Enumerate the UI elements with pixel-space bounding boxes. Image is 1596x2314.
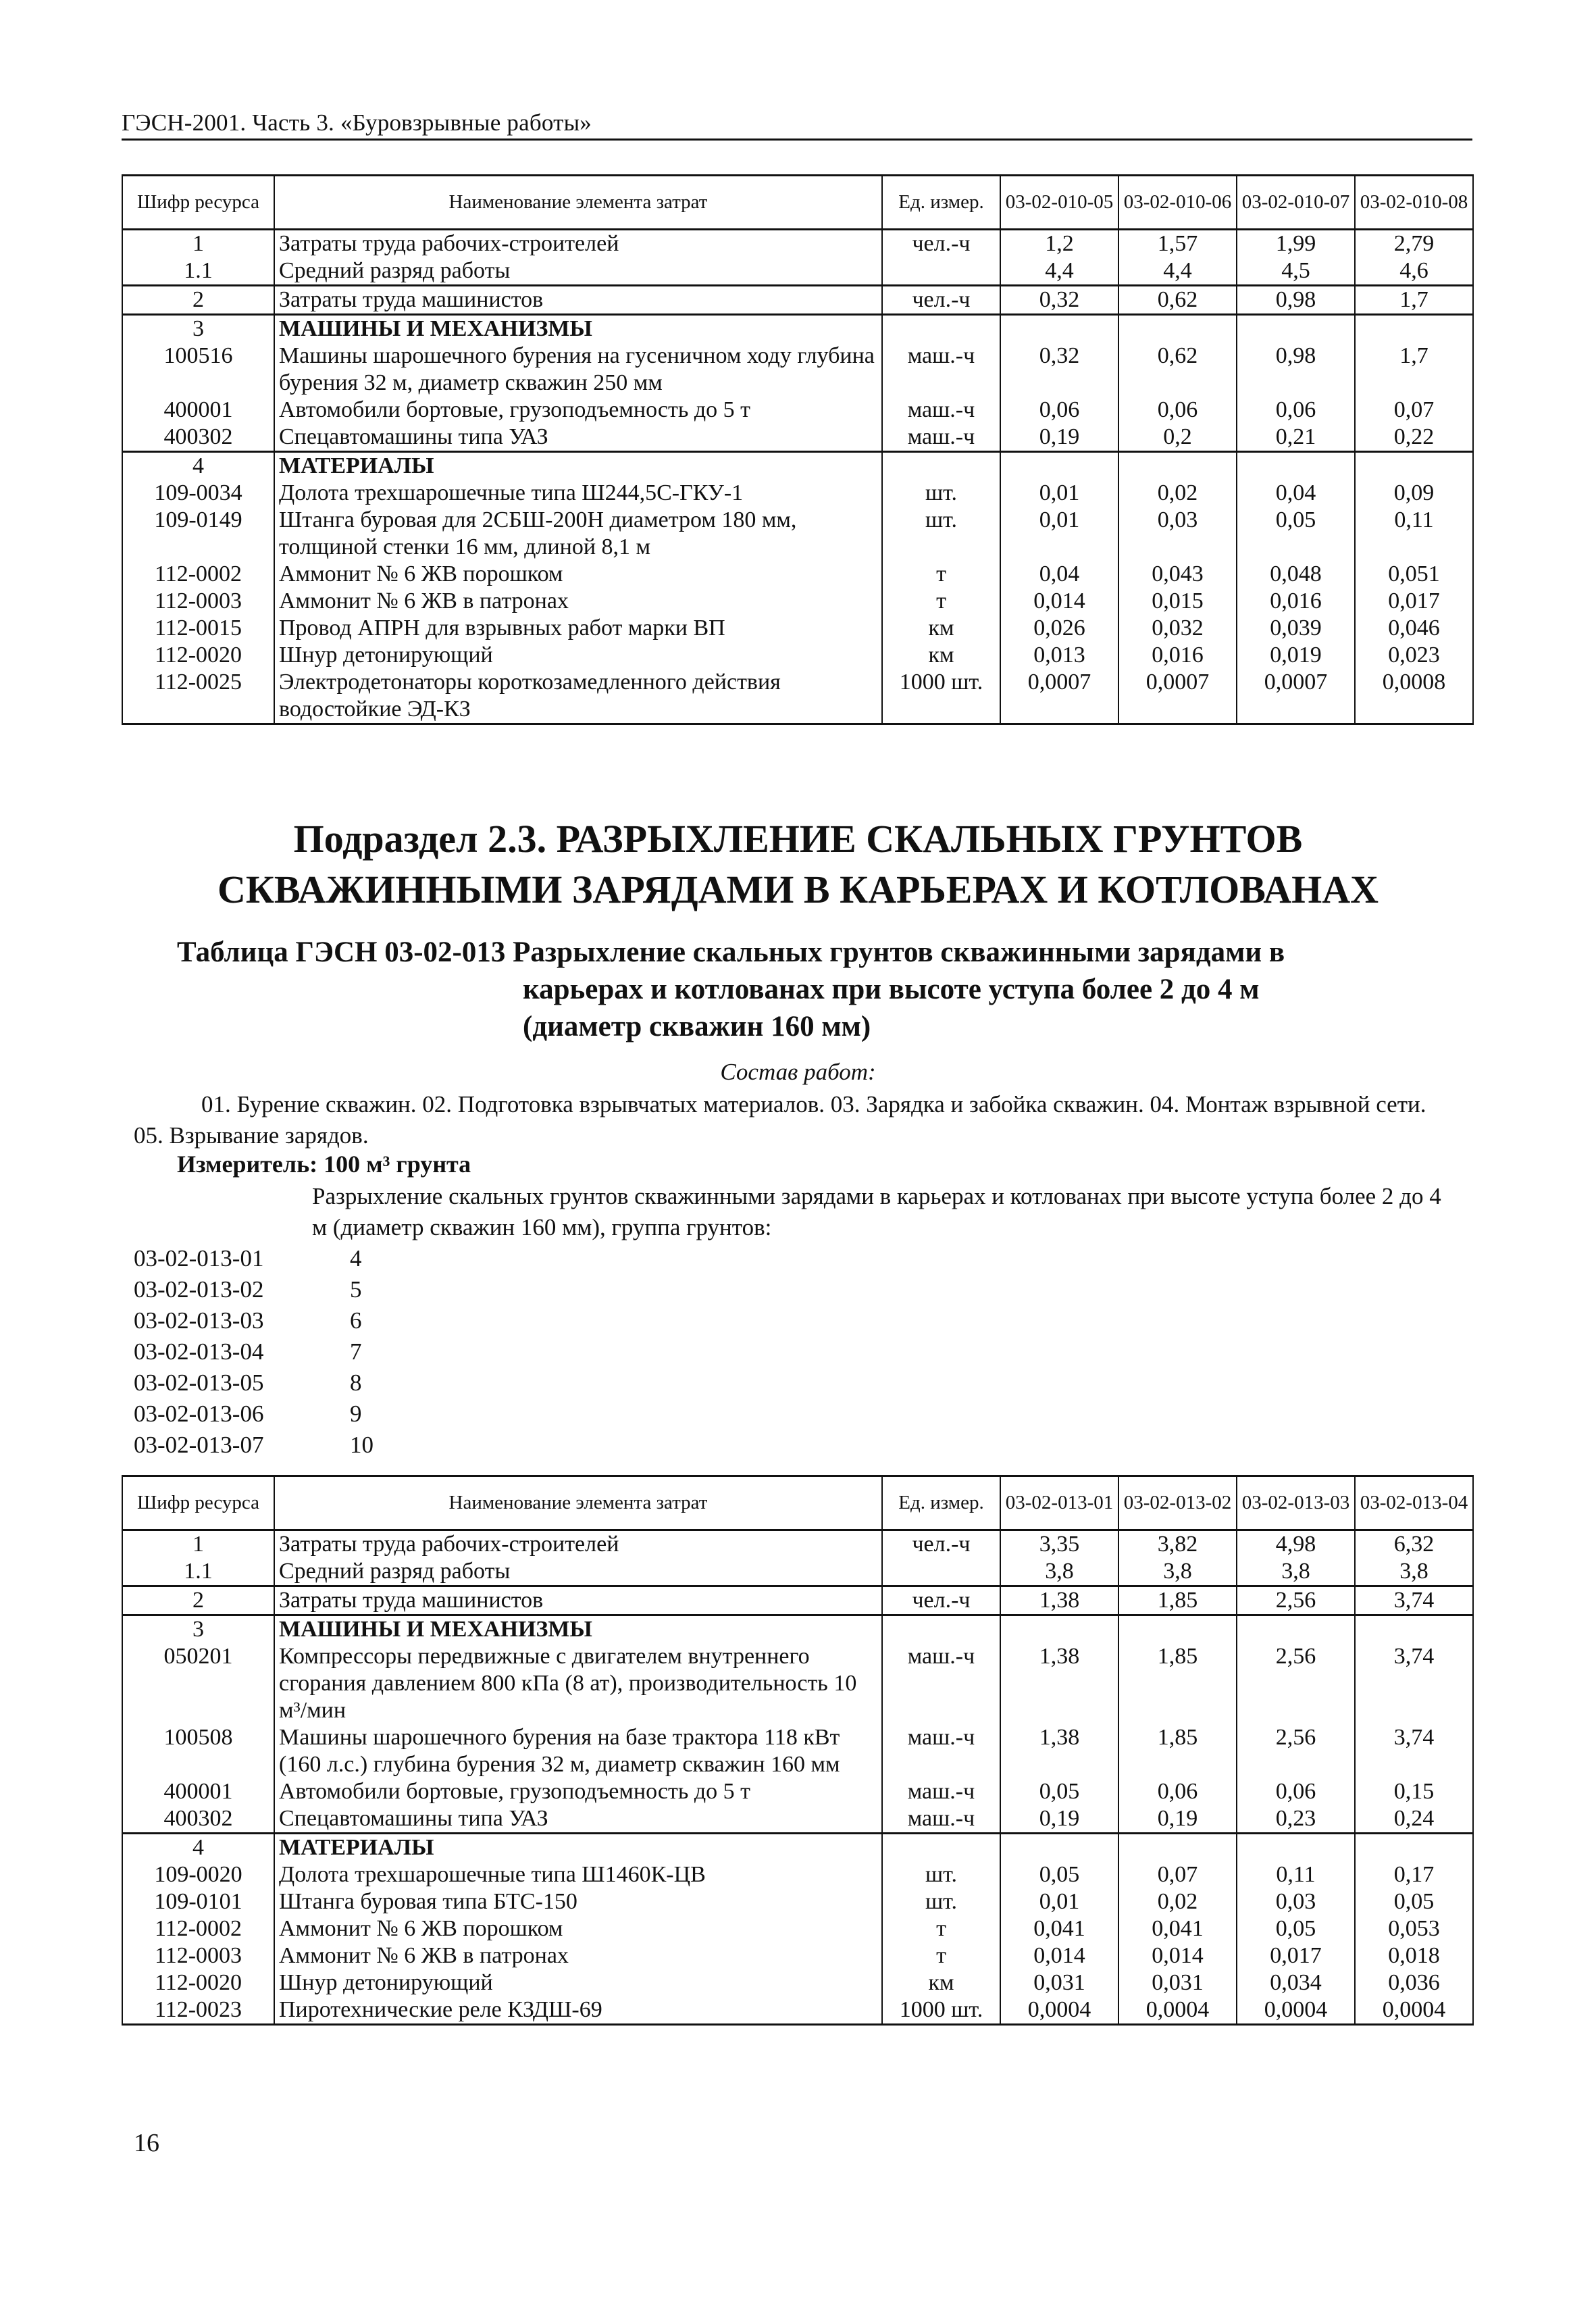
resource-code: 109-0101 <box>122 1888 274 1915</box>
table-row <box>122 286 1473 315</box>
unit-of-measure: т <box>882 561 1000 588</box>
unit-of-measure: т <box>882 1915 1000 1942</box>
column-header-variant: 03-02-010-06 <box>1118 176 1237 230</box>
norm-value <box>1000 315 1118 343</box>
resource-table-2 <box>122 1475 1474 2026</box>
norm-value: 0,32 <box>1000 286 1118 315</box>
norm-value <box>1118 1834 1237 1862</box>
resource-table-1 <box>122 174 1474 725</box>
norm-value <box>1355 1615 1473 1644</box>
column-header-variant: 03-02-010-07 <box>1237 176 1355 230</box>
norm-value: 1,2 <box>1000 230 1118 258</box>
cost-element-name: Машины шарошечного бурения на гусеничном ходу глубина бурения 32 м, диаметр скважин 250 мм <box>274 343 882 397</box>
norm-value: 0,053 <box>1355 1915 1473 1942</box>
norm-value <box>1237 1615 1355 1644</box>
table-row <box>122 615 1473 642</box>
variant-code: 03-02-013-04 <box>134 1338 264 1365</box>
resource-code: 112-0015 <box>122 615 274 642</box>
norm-value: 0,06 <box>1118 1778 1237 1805</box>
cost-element-name: Провод АПРН для взрывных работ марки ВП <box>274 615 882 642</box>
norm-value <box>1000 1615 1118 1644</box>
resource-code: 4 <box>122 1834 274 1862</box>
cost-element-name: Автомобили бортовые, грузоподъемность до 5 т <box>274 1778 882 1805</box>
norm-value: 4,5 <box>1237 257 1355 286</box>
norm-value: 3,8 <box>1000 1558 1118 1586</box>
norm-value: 0,031 <box>1118 1969 1237 1996</box>
cost-element-name: Долота трехшарошечные типа Ш244,5С-ГКУ-1 <box>274 480 882 507</box>
norm-value: 0,014 <box>1000 1942 1118 1969</box>
norm-value: 3,82 <box>1118 1530 1237 1559</box>
resource-code: 100508 <box>122 1724 274 1778</box>
column-header-unit: Ед. измер. <box>882 1476 1000 1530</box>
cost-element-name: Долота трехшарошечные типа Ш1460К-ЦВ <box>274 1861 882 1888</box>
table-row <box>122 1615 1473 1644</box>
norm-value: 0,19 <box>1000 1805 1118 1834</box>
norm-value: 0,0007 <box>1237 669 1355 724</box>
unit-of-measure: 1000 шт. <box>882 669 1000 724</box>
table-row <box>122 1558 1473 1586</box>
norm-value: 0,11 <box>1355 507 1473 561</box>
table-title-line-1: Таблица ГЭСН 03-02-013 Разрыхление скальных грунтов скважинными зарядами в <box>177 936 1285 968</box>
norm-value: 3,8 <box>1237 1558 1355 1586</box>
norm-value: 0,01 <box>1000 507 1118 561</box>
resource-code: 112-0003 <box>122 1942 274 1969</box>
norm-value: 0,032 <box>1118 615 1237 642</box>
norm-value <box>1000 1834 1118 1862</box>
norm-value: 0,034 <box>1237 1969 1355 1996</box>
column-header-variant: 03-02-010-08 <box>1355 176 1473 230</box>
norm-value: 0,019 <box>1237 642 1355 669</box>
norm-value: 0,0007 <box>1000 669 1118 724</box>
table-row <box>122 424 1473 452</box>
column-header-variant: 03-02-013-01 <box>1000 1476 1118 1530</box>
norm-value: 0,017 <box>1237 1942 1355 1969</box>
table-row <box>122 480 1473 507</box>
cost-element-name: Аммонит № 6 ЖВ в патронах <box>274 588 882 615</box>
norm-value: 0,051 <box>1355 561 1473 588</box>
column-header-variant: 03-02-010-05 <box>1000 176 1118 230</box>
cost-element-name: Шнур детонирующий <box>274 1969 882 1996</box>
norm-value: 0,01 <box>1000 1888 1118 1915</box>
norm-value: 0,2 <box>1118 424 1237 452</box>
composition-text: 01. Бурение скважин. 02. Подготовка взрывчатых материалов. 03. Зарядка и забойка скважин. 04. Монтаж взрывной сети. 05. Взрывание зарядов. <box>134 1091 1426 1149</box>
unit-of-measure: км <box>882 1969 1000 1996</box>
norm-value: 0,22 <box>1355 424 1473 452</box>
norm-value: 0,016 <box>1237 588 1355 615</box>
norm-value: 0,014 <box>1000 588 1118 615</box>
norm-value: 1,38 <box>1000 1586 1118 1615</box>
norm-value: 0,32 <box>1000 343 1118 397</box>
resource-code: 109-0149 <box>122 507 274 561</box>
norm-value: 2,56 <box>1237 1586 1355 1615</box>
variant-row <box>134 1430 374 1461</box>
resource-code: 112-0002 <box>122 561 274 588</box>
unit-of-measure: чел.-ч <box>882 1586 1000 1615</box>
norm-value: 0,09 <box>1355 480 1473 507</box>
norm-value: 6,32 <box>1355 1530 1473 1559</box>
variant-row <box>134 1274 374 1305</box>
table-row <box>122 1888 1473 1915</box>
norm-value: 0,01 <box>1000 480 1118 507</box>
cost-element-name: Машины шарошечного бурения на базе трактора 118 кВт (160 л.с.) глубина бурения 32 м, диаметр скважин 160 мм <box>274 1724 882 1778</box>
norm-value: 0,03 <box>1237 1888 1355 1915</box>
resource-code: 400302 <box>122 424 274 452</box>
cost-element-name: Автомобили бортовые, грузоподъемность до 5 т <box>274 397 882 424</box>
norm-value: 0,23 <box>1237 1805 1355 1834</box>
resource-code: 400001 <box>122 397 274 424</box>
variant-row <box>134 1336 374 1367</box>
resource-code: 1.1 <box>122 1558 274 1586</box>
resource-code: 2 <box>122 286 274 315</box>
soil-group: 8 <box>350 1369 362 1396</box>
norm-value: 0,0004 <box>1237 1996 1355 2025</box>
cost-element-name: Штанга буровая типа БТС-150 <box>274 1888 882 1915</box>
norm-value: 2,56 <box>1237 1643 1355 1724</box>
norm-value: 0,036 <box>1355 1969 1473 1996</box>
variant-row <box>134 1399 374 1430</box>
norm-value: 1,38 <box>1000 1643 1118 1724</box>
unit-of-measure: маш.-ч <box>882 1778 1000 1805</box>
unit-of-measure: чел.-ч <box>882 230 1000 258</box>
norm-value: 0,0004 <box>1000 1996 1118 2025</box>
norm-value: 1,85 <box>1118 1643 1237 1724</box>
cost-element-name: Затраты труда машинистов <box>274 286 882 315</box>
norm-value: 0,05 <box>1355 1888 1473 1915</box>
norm-value: 3,74 <box>1355 1643 1473 1724</box>
norm-value: 1,7 <box>1355 286 1473 315</box>
unit-of-measure: шт. <box>882 507 1000 561</box>
unit-of-measure: т <box>882 588 1000 615</box>
variant-code: 03-02-013-01 <box>134 1245 264 1272</box>
table-title-line-3: (диаметр скважин 160 мм) <box>523 1011 871 1042</box>
variant-code: 03-02-013-03 <box>134 1307 264 1334</box>
column-header-name: Наименование элемента затрат <box>274 176 882 230</box>
unit-of-measure: чел.-ч <box>882 286 1000 315</box>
norm-value: 0,014 <box>1118 1942 1237 1969</box>
norm-value: 0,0007 <box>1118 669 1237 724</box>
table-row <box>122 669 1473 724</box>
norm-value: 1,99 <box>1237 230 1355 258</box>
resource-code: 1 <box>122 230 274 258</box>
norm-value: 1,38 <box>1000 1724 1118 1778</box>
norm-value: 0,046 <box>1355 615 1473 642</box>
cost-element-name: Аммонит № 6 ЖВ порошком <box>274 1915 882 1942</box>
table-row <box>122 1778 1473 1805</box>
resource-code: 3 <box>122 1615 274 1644</box>
norm-value: 4,98 <box>1237 1530 1355 1559</box>
norm-value: 0,039 <box>1237 615 1355 642</box>
norm-value: 0,026 <box>1000 615 1118 642</box>
norm-value: 0,031 <box>1000 1969 1118 1996</box>
cost-element-name: Спецавтомашины типа УАЗ <box>274 424 882 452</box>
table-row <box>122 1643 1473 1724</box>
norm-value: 3,74 <box>1355 1724 1473 1778</box>
norm-value: 0,06 <box>1000 397 1118 424</box>
resource-code: 4 <box>122 452 274 480</box>
variant-row <box>134 1243 374 1274</box>
norm-value: 3,74 <box>1355 1586 1473 1615</box>
resource-code: 112-0025 <box>122 669 274 724</box>
resource-code: 112-0023 <box>122 1996 274 2025</box>
soil-group: 10 <box>350 1432 374 1458</box>
table-row <box>122 1915 1473 1942</box>
cost-element-name: Средний разряд работы <box>274 257 882 286</box>
norm-value: 1,85 <box>1118 1586 1237 1615</box>
column-header-name: Наименование элемента затрат <box>274 1476 882 1530</box>
soil-group: 7 <box>350 1338 362 1365</box>
norm-value: 0,0004 <box>1355 1996 1473 2025</box>
cost-element-name: Затраты труда машинистов <box>274 1586 882 1615</box>
cost-element-name: Электродетонаторы короткозамедленного действия водостойкие ЭД-КЗ <box>274 669 882 724</box>
unit-of-measure: 1000 шт. <box>882 1996 1000 2025</box>
table-row <box>122 561 1473 588</box>
unit-of-measure: маш.-ч <box>882 343 1000 397</box>
variant-row <box>134 1305 374 1336</box>
norm-value: 4,6 <box>1355 257 1473 286</box>
resource-code: 112-0020 <box>122 642 274 669</box>
norm-value: 1,7 <box>1355 343 1473 397</box>
column-header-variant: 03-02-013-02 <box>1118 1476 1237 1530</box>
unit-of-measure <box>882 1615 1000 1644</box>
norm-value: 0,06 <box>1237 397 1355 424</box>
measurer-label: Измеритель: 100 м³ грунта <box>177 1151 471 1178</box>
norm-value: 0,023 <box>1355 642 1473 669</box>
norm-value: 0,24 <box>1355 1805 1473 1834</box>
norm-value: 0,03 <box>1118 507 1237 561</box>
column-header-variant: 03-02-013-03 <box>1237 1476 1355 1530</box>
norm-value <box>1355 452 1473 480</box>
subsection-title-line-1: Подраздел 2.3. РАЗРЫХЛЕНИЕ СКАЛЬНЫХ ГРУНТОВ <box>293 817 1303 861</box>
variant-list <box>134 1243 374 1461</box>
resource-code: 109-0020 <box>122 1861 274 1888</box>
unit-of-measure: км <box>882 642 1000 669</box>
cost-element-name: Шнур детонирующий <box>274 642 882 669</box>
table-row <box>122 1969 1473 1996</box>
norm-value <box>1237 1834 1355 1862</box>
table-title-line-2: карьерах и котлованах при высоте уступа более 2 до 4 м <box>523 974 1260 1005</box>
table-row <box>122 1724 1473 1778</box>
column-header-unit: Ед. измер. <box>882 176 1000 230</box>
norm-value: 0,041 <box>1000 1915 1118 1942</box>
variant-row <box>134 1367 374 1399</box>
cost-element-name: Затраты труда рабочих-строителей <box>274 230 882 258</box>
norm-value: 0,62 <box>1118 286 1237 315</box>
resource-code: 109-0034 <box>122 480 274 507</box>
norm-value: 0,02 <box>1118 1888 1237 1915</box>
norm-value <box>1237 315 1355 343</box>
norm-value: 0,013 <box>1000 642 1118 669</box>
norm-value: 0,07 <box>1355 397 1473 424</box>
unit-of-measure <box>882 1834 1000 1862</box>
resource-code: 400302 <box>122 1805 274 1834</box>
cost-element-name: Пиротехнические реле КЗДШ-69 <box>274 1996 882 2025</box>
norm-value <box>1118 315 1237 343</box>
table-row <box>122 1586 1473 1615</box>
unit-of-measure: маш.-ч <box>882 1643 1000 1724</box>
cost-element-name: Компрессоры передвижные с двигателем внутреннего сгорания давлением 800 кПа (8 ат), производительность 10 м³/мин <box>274 1643 882 1724</box>
norm-value: 0,05 <box>1237 507 1355 561</box>
norm-value <box>1000 452 1118 480</box>
norm-value: 3,35 <box>1000 1530 1118 1559</box>
table-row <box>122 642 1473 669</box>
norm-value: 4,4 <box>1000 257 1118 286</box>
unit-of-measure: маш.-ч <box>882 1724 1000 1778</box>
cost-element-name: Затраты труда рабочих-строителей <box>274 1530 882 1559</box>
table-row <box>122 1805 1473 1834</box>
norm-value: 0,06 <box>1118 397 1237 424</box>
norm-value: 0,21 <box>1237 424 1355 452</box>
soil-group: 5 <box>350 1276 362 1303</box>
unit-of-measure: шт. <box>882 1861 1000 1888</box>
cost-element-name: Аммонит № 6 ЖВ в патронах <box>274 1942 882 1969</box>
norm-value: 0,04 <box>1237 480 1355 507</box>
norm-value: 0,98 <box>1237 286 1355 315</box>
unit-of-measure <box>882 257 1000 286</box>
unit-of-measure <box>882 1558 1000 1586</box>
variant-code: 03-02-013-06 <box>134 1401 264 1427</box>
norm-value: 0,15 <box>1355 1778 1473 1805</box>
table-row <box>122 1834 1473 1862</box>
cost-element-name: Спецавтомашины типа УАЗ <box>274 1805 882 1834</box>
norm-value: 0,06 <box>1237 1778 1355 1805</box>
norm-value: 3,8 <box>1355 1558 1473 1586</box>
unit-of-measure: чел.-ч <box>882 1530 1000 1559</box>
unit-of-measure: км <box>882 615 1000 642</box>
resource-code: 400001 <box>122 1778 274 1805</box>
resource-code: 112-0003 <box>122 588 274 615</box>
unit-of-measure: шт. <box>882 480 1000 507</box>
resource-code: 100516 <box>122 343 274 397</box>
norm-value: 0,05 <box>1000 1778 1118 1805</box>
norm-value: 0,043 <box>1118 561 1237 588</box>
norm-value: 0,05 <box>1237 1915 1355 1942</box>
resource-code: 112-0002 <box>122 1915 274 1942</box>
soil-group: 6 <box>350 1307 362 1334</box>
page-number: 16 <box>134 2129 159 2157</box>
norm-value: 2,79 <box>1355 230 1473 258</box>
norm-value: 0,0008 <box>1355 669 1473 724</box>
table-row <box>122 452 1473 480</box>
norm-value: 2,56 <box>1237 1724 1355 1778</box>
norm-value: 0,041 <box>1118 1915 1237 1942</box>
resource-code: 050201 <box>122 1643 274 1724</box>
resource-code: 3 <box>122 315 274 343</box>
unit-of-measure: маш.-ч <box>882 397 1000 424</box>
column-header-code: Шифр ресурса <box>122 1476 274 1530</box>
norm-value: 0,05 <box>1000 1861 1118 1888</box>
norm-value <box>1118 1615 1237 1644</box>
norm-value: 0,016 <box>1118 642 1237 669</box>
norm-value: 0,19 <box>1118 1805 1237 1834</box>
section-heading: МАТЕРИАЛЫ <box>274 452 882 480</box>
resource-code: 1 <box>122 1530 274 1559</box>
resource-code: 2 <box>122 1586 274 1615</box>
table-row <box>122 1942 1473 1969</box>
norm-value <box>1355 1834 1473 1862</box>
cost-element-name: Средний разряд работы <box>274 1558 882 1586</box>
section-heading: МАТЕРИАЛЫ <box>274 1834 882 1862</box>
variant-code: 03-02-013-02 <box>134 1276 264 1303</box>
norm-value: 0,04 <box>1000 561 1118 588</box>
variant-code: 03-02-013-07 <box>134 1432 264 1458</box>
unit-of-measure: шт. <box>882 1888 1000 1915</box>
norm-value: 0,0004 <box>1118 1996 1237 2025</box>
norm-value: 0,017 <box>1355 588 1473 615</box>
norm-value <box>1118 452 1237 480</box>
norm-value: 3,8 <box>1118 1558 1237 1586</box>
unit-of-measure: маш.-ч <box>882 1805 1000 1834</box>
norm-value: 0,11 <box>1237 1861 1355 1888</box>
table-row <box>122 230 1473 258</box>
unit-of-measure <box>882 452 1000 480</box>
measurer-description: Разрыхление скальных грунтов скважинными зарядами в карьерах и котлованах при высоте уступа более 2 до 4 м (диаметр скважин 160 мм), группа грунтов: <box>312 1183 1441 1240</box>
norm-value: 0,015 <box>1118 588 1237 615</box>
norm-value: 0,02 <box>1118 480 1237 507</box>
soil-group: 9 <box>350 1401 362 1427</box>
column-header-code: Шифр ресурса <box>122 176 274 230</box>
table-row <box>122 588 1473 615</box>
norm-value <box>1237 452 1355 480</box>
cost-element-name: Штанга буровая для 2СБШ-200Н диаметром 180 мм, толщиной стенки 16 мм, длиной 8,1 м <box>274 507 882 561</box>
section-heading: МАШИНЫ И МЕХАНИЗМЫ <box>274 1615 882 1644</box>
norm-value: 1,85 <box>1118 1724 1237 1778</box>
header-rule <box>122 139 1472 141</box>
norm-value: 0,17 <box>1355 1861 1473 1888</box>
table-row <box>122 1996 1473 2025</box>
resource-code: 112-0020 <box>122 1969 274 1996</box>
resource-code: 1.1 <box>122 257 274 286</box>
table-row <box>122 315 1473 343</box>
section-heading: МАШИНЫ И МЕХАНИЗМЫ <box>274 315 882 343</box>
unit-of-measure <box>882 315 1000 343</box>
table-row <box>122 1530 1473 1559</box>
norm-value: 0,19 <box>1000 424 1118 452</box>
table-row <box>122 507 1473 561</box>
unit-of-measure: т <box>882 1942 1000 1969</box>
soil-group: 4 <box>350 1245 362 1272</box>
norm-value: 4,4 <box>1118 257 1237 286</box>
column-header-variant: 03-02-013-04 <box>1355 1476 1473 1530</box>
variant-code: 03-02-013-05 <box>134 1369 264 1396</box>
unit-of-measure: маш.-ч <box>882 424 1000 452</box>
norm-value: 0,07 <box>1118 1861 1237 1888</box>
composition-label: Состав работ: <box>720 1059 876 1085</box>
table-row <box>122 257 1473 286</box>
norm-value: 0,048 <box>1237 561 1355 588</box>
subsection-title-line-2: СКВАЖИННЫМИ ЗАРЯДАМИ В КАРЬЕРАХ И КОТЛОВАНАХ <box>217 867 1379 911</box>
table-row <box>122 397 1473 424</box>
norm-value: 1,57 <box>1118 230 1237 258</box>
table-row <box>122 1861 1473 1888</box>
norm-value <box>1355 315 1473 343</box>
norm-value: 0,62 <box>1118 343 1237 397</box>
page-header: ГЭСН-2001. Часть 3. «Буровзрывные работы» <box>122 109 592 136</box>
norm-value: 0,98 <box>1237 343 1355 397</box>
norm-value: 0,018 <box>1355 1942 1473 1969</box>
cost-element-name: Аммонит № 6 ЖВ порошком <box>274 561 882 588</box>
table-row <box>122 343 1473 397</box>
